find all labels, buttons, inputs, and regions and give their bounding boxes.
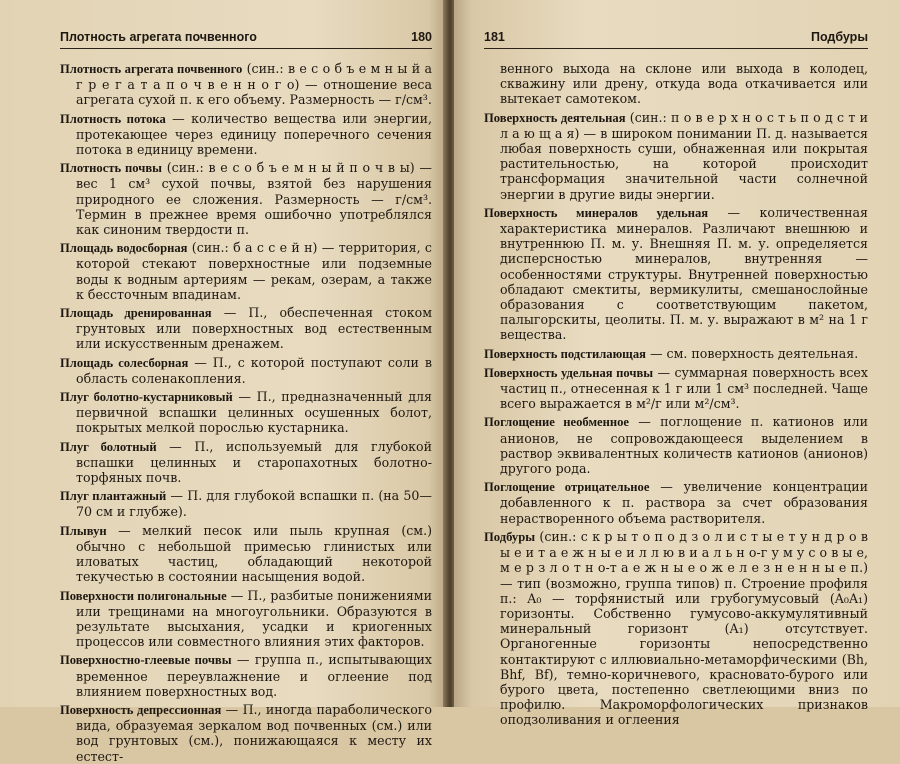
entry-term: Поверхность депрессионная (60, 702, 222, 717)
left-page (0, 0, 446, 764)
entry-definition: — П., предназначенный для первичной вспашки целинных осушенных болот, покрытых мелкой порослью кустарника. (76, 389, 432, 436)
entry-definition: — мелкий песок или пыль крупная (см.) обычно с небольшой примесью глинистых или иловатых частиц, обладающий некоторой текучестью в состоянии насыщения водой. (76, 522, 432, 585)
left-page-number: 180 (411, 30, 432, 44)
continued-text: венного выхода на склоне или выхода в колодец, скважину или дрену, откуда вода откачивается или вытекает самотеком. (500, 61, 868, 107)
entry-term: Плуг болотный (60, 439, 157, 454)
entry-definition: — количество вещества или энергии, протекающее через единицу поперечного сечения потока в единицу времени. (76, 110, 433, 158)
right-page (454, 0, 900, 728)
entry-term: Площадь водосборная (60, 241, 188, 256)
dictionary-entry (60, 240, 432, 302)
entry-definition: — П. для глубокой вспашки п. (на 50—70 см и глубже). (76, 488, 432, 520)
dictionary-entry (484, 205, 868, 343)
dictionary-entry (60, 61, 432, 108)
dictionary-entry (60, 523, 432, 585)
right-page-number: 181 (484, 30, 505, 44)
entry-term: Плотность почвы (60, 161, 163, 176)
entry-term: Плотность агрегата почвенного (60, 62, 243, 76)
entry-definition: (син.: б а с с е й н) — территория, с которой стекают поверхностные или подземные воды к водным артериям — рекам, озерам, а также к бессточным впадинам. (76, 240, 432, 302)
entry-definition: — увеличение концентрации добавленного к п. раствора за счет образования нерастворенного объема растворителя. (500, 479, 869, 526)
entry-definition: — П., разбитые понижениями или трещинами на многоугольники. Образуются в результате высыхания, усадки и криогенных процессов или совместного влияния этих факторов. (76, 587, 432, 650)
right-header-title: Подбуры (810, 30, 868, 44)
left-running-header (60, 30, 432, 49)
entry-term: Подбуры (484, 529, 536, 544)
entry-term: Плотность потока (60, 111, 166, 126)
entry-term: Площадь дренированная (60, 306, 212, 321)
entry-term: Плуг болотно-кустарниковый (60, 390, 233, 405)
dictionary-entry (484, 365, 868, 412)
left-entries-list (60, 61, 432, 764)
dictionary-entry (484, 346, 868, 362)
entry-definition: — суммарная поверхность всех частиц п., отнесенная к 1 г или 1 см³ последней. Чаще всего выражается в м²/г или м²/см³. (500, 364, 868, 412)
dictionary-entry (484, 110, 868, 202)
dictionary-entry (60, 439, 432, 486)
dictionary-entry (60, 702, 432, 764)
entry-term: Поглощение необменное (484, 415, 630, 430)
dictionary-entry (60, 588, 432, 650)
entry-definition: (син.: в е с о б ъ е м н ы й а г р е г а т а п о ч в е н н о г о) — отношение веса агрегата сухой п. к его объему. Размерность — г/см³. (76, 61, 432, 108)
entry-term: Поглощение отрицательное (484, 480, 650, 495)
entry-term: Площадь солесборная (60, 355, 189, 370)
entry-definition: — количественная характеристика минералов. Различают внешнюю и внутреннюю П. м. у. Внешняя П. м. у. определяется дисперсностью минералов, внутренняя — особенностями структуры. Внутренней поверхностью обладают смектиты, вермикулиты, смешанослойные образования с соответствующим пакетом, палыгорскиты, цеолиты. П. м. у. выражают в м² на 1 г вещества. (500, 204, 868, 343)
dictionary-entry (60, 305, 432, 352)
entry-definition: — П., иногда параболического вида, образуемая зеркалом вод почвенных (см.) или вод грунтовых (см.), понижающаяся к месту их естест- (76, 701, 432, 764)
entry-term: Поверхность минералов удельная (484, 205, 709, 220)
dictionary-entry (60, 389, 432, 436)
entry-definition: — П., с которой поступают соли в область соленакопления. (76, 354, 432, 386)
entry-definition: — поглощение п. катионов или анионов, не сопровождающееся выделением в раствор эквивалентных количеств катионов (анионов) другого рода. (500, 414, 868, 477)
entry-definition: — П., используемый для глубокой вспашки целинных и старопахотных болотно-торфяных почв. (76, 438, 432, 486)
entry-term: Поверхности полигональные (60, 588, 227, 603)
dictionary-entry (60, 111, 432, 158)
entry-definition: (син.: с к р ы т о п о д з о л и с т ы е т у н д р о в ы е и т а е ж н ы е и л л ю в и а л ь н о-г у м у с о в ы е, м е р з л о т н о-т а е ж н ы е о ж е л е з н е н н ы е п.) — тип (возможно, группа типов) п. Строение профиля п.: A₀ — торфянистый или грубогумусовый (A₀A₁) горизонты. Собственно гумусово-аккумулятивный минеральный горизонт (A₁) отсутствует. Органогенные горизонты непосредственно контактируют с иллювиально-метаморфическими (Bh, Bhf, Bf), темно-коричневого, красновато-бурого или бурого цвета, постепенно светлеющими вниз по профилю. Макроморфологических признаков оподзоливания и оглеения (500, 528, 868, 728)
entry-definition: (син.: в е с о б ъ е м н ы й п о ч в ы) — вес 1 см³ сухой почвы, взятой без нарушения природного ее сложения. Размерность — г/см³. Термин в прежнее время ошибочно употреблялся как синоним твердости п. (76, 160, 432, 238)
entry-term: Поверхностно-глеевые почвы (60, 653, 232, 668)
entry-term: Поверхность деятельная (484, 110, 626, 125)
dictionary-entry (60, 652, 432, 699)
dictionary-entry (60, 160, 432, 237)
dictionary-entry (484, 479, 868, 526)
entry-term: Поверхность подстилающая (484, 346, 646, 361)
entry-term: Плуг плантажный (60, 489, 167, 504)
entry-definition: — см. поверхность деятельная. (645, 345, 859, 361)
entry-term: Плывун (60, 523, 107, 538)
dictionary-entry (60, 488, 432, 519)
dictionary-entry (484, 414, 868, 476)
dictionary-entry (484, 529, 868, 728)
right-running-header (484, 30, 868, 49)
right-entries-list (484, 110, 868, 728)
entry-definition: — П., обеспеченная стоком грунтовых или поверхностных вод естественным или искусственным дренажем. (76, 305, 433, 352)
entry-definition: — группа п., испытывающих временное переувлажнение и оглеение под влиянием поверхностных вод. (76, 652, 432, 699)
entry-definition: (син.: п о в е р х н о с т ь п о д с т и л а ю щ а я) — в широком понимании П. д. называется любая поверхность суши, обнаженная или покрытая растительностью, на которой происходит трансформация значительной части солнечной энергии в другие виды энергии. (500, 109, 868, 202)
entry-term: Поверхность удельная почвы (484, 365, 654, 380)
dictionary-entry (60, 355, 432, 386)
left-header-title: Плотность агрегата почвенного (60, 30, 257, 44)
